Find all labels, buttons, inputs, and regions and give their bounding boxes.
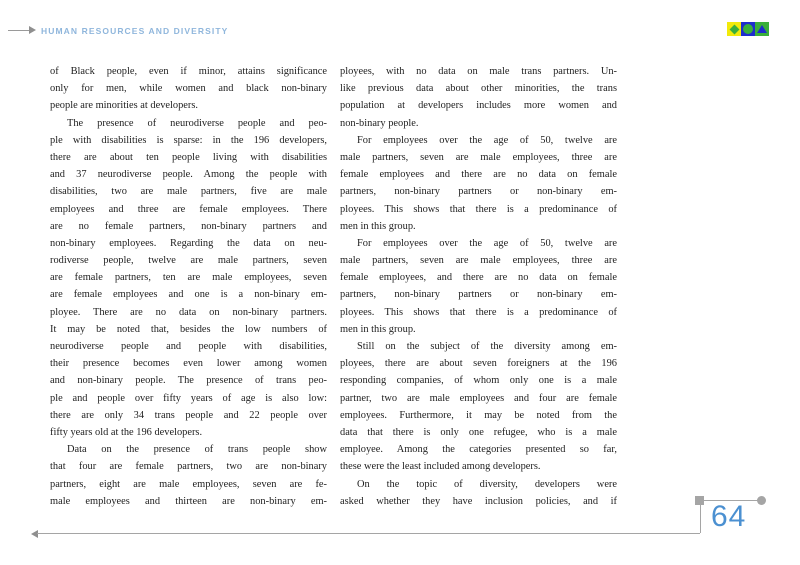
page-number: 64 xyxy=(711,500,747,533)
text-line: are no female partners, non-binary partners and xyxy=(50,220,327,232)
text-line: female employees and there are no data on female xyxy=(340,169,617,181)
text-line: female employees, and there are no data on female xyxy=(340,272,617,284)
text-line: disabilities, two are male partners, five are male xyxy=(50,186,327,198)
text-line: are female employees and one is a non-binary em- xyxy=(50,289,327,301)
text-line: their presence becomes even lower among women xyxy=(50,358,327,370)
right-text-column xyxy=(340,63,617,510)
text-line: Still on the subject of the diversity among em- xyxy=(357,341,617,352)
text-line: these were the least included among developers. xyxy=(340,461,541,473)
text-line: neurodiverse people and people with disabilities, xyxy=(50,341,327,352)
text-line: ployees. This shows that there is a predominance of xyxy=(340,306,617,318)
text-line: partners, non-binary partners or non-binary em- xyxy=(340,186,617,198)
text-line: that four are female partners, two are non-binary xyxy=(50,461,327,473)
text-line: male partners, seven are male employees, three are xyxy=(340,255,617,267)
left-text-column xyxy=(50,63,327,510)
text-line: Data on the presence of trans people show xyxy=(67,444,327,456)
text-line: of Black people, even if minor, attains significance xyxy=(50,66,327,77)
text-line: data that there is only one refugee, who is a male xyxy=(340,426,617,438)
text-line: For employees over the age of 50, twelve are xyxy=(357,237,617,249)
circle-icon xyxy=(741,22,755,36)
diamond-shape xyxy=(729,24,739,34)
text-line: non-binary employees. Regarding the data on neu- xyxy=(50,237,327,249)
triangle-icon xyxy=(755,22,769,36)
header-rule-line xyxy=(8,30,30,31)
text-line: responding companies, of whom only one is a male xyxy=(340,375,617,387)
text-line: men in this group. xyxy=(340,220,416,232)
text-line: there are only 34 trans people and 22 people over xyxy=(50,409,327,421)
text-line: non-binary people. xyxy=(340,117,419,129)
footer-rule-line xyxy=(37,533,700,534)
text-line: employees and three are female employees. There xyxy=(50,203,327,215)
triangle-shape xyxy=(757,25,767,33)
text-line: partners, eight are male employees, seven are fe- xyxy=(50,478,327,490)
text-line: The presence of neurodiverse people and peo- xyxy=(67,117,327,129)
text-line: employee. Among the categories presented so far, xyxy=(340,444,617,456)
text-line: For employees over the age of 50, twelve are xyxy=(357,134,617,146)
text-line: ployees, with no data on male trans partners. Un- xyxy=(340,66,617,77)
text-line: fifty years old at the 196 developers. xyxy=(50,426,203,438)
footer-circle-marker xyxy=(757,496,766,505)
text-line: employees. Furthermore, it may be noted from the xyxy=(340,409,617,421)
text-line: On the topic of diversity, developers were xyxy=(357,478,617,490)
header-arrow-right-icon xyxy=(29,26,36,34)
text-line: ployees, there are about seven foreigners at the 196 xyxy=(340,358,617,370)
text-line: It may be noted that, besides the low numbers of xyxy=(50,323,327,335)
footer-square-marker xyxy=(695,496,704,505)
text-line: men in this group. xyxy=(340,323,416,335)
text-line: and 37 neurodiverse people. Among the people with xyxy=(50,169,327,181)
running-header-title: HUMAN RESOURCES AND DIVERSITY xyxy=(41,26,229,36)
text-line: are female partners, ten are male employees, seven xyxy=(50,272,327,284)
text-line: people are minorities at developers. xyxy=(50,100,199,112)
text-line: partner, two are male employees and four are female xyxy=(340,392,617,404)
text-line: like previous data about other minorities, the trans xyxy=(340,83,617,95)
circle-shape xyxy=(743,24,753,34)
text-line: male partners, seven are male employees, three are xyxy=(340,151,617,163)
text-line: partners, non-binary partners or non-binary em- xyxy=(340,289,617,301)
text-line: ployee. There are no data on non-binary partners. xyxy=(50,306,327,318)
text-line: ple with disabilities is sparse: in the 196 developers, xyxy=(50,134,327,146)
text-line: and non-binary people. The presence of trans peo- xyxy=(50,375,327,387)
diamond-icon xyxy=(727,22,741,36)
text-line: population at developers includes more women and xyxy=(340,100,617,112)
text-line: there are about ten people living with disabilities xyxy=(50,151,327,163)
text-line: only for men, while women and black non-binary xyxy=(50,83,327,95)
brand-icons xyxy=(727,22,769,36)
text-line: ployees. This shows that there is a predominance of xyxy=(340,203,617,215)
text-columns xyxy=(50,63,617,510)
text-line: asked whether they have inclusion policies, and if xyxy=(340,495,617,507)
text-line: rodiverse people, twelve are male partners, seven xyxy=(50,255,327,267)
text-line: ple and people over fifty years of age is also low: xyxy=(50,392,327,404)
text-line: male employees and thirteen are non-binary em- xyxy=(50,495,327,507)
